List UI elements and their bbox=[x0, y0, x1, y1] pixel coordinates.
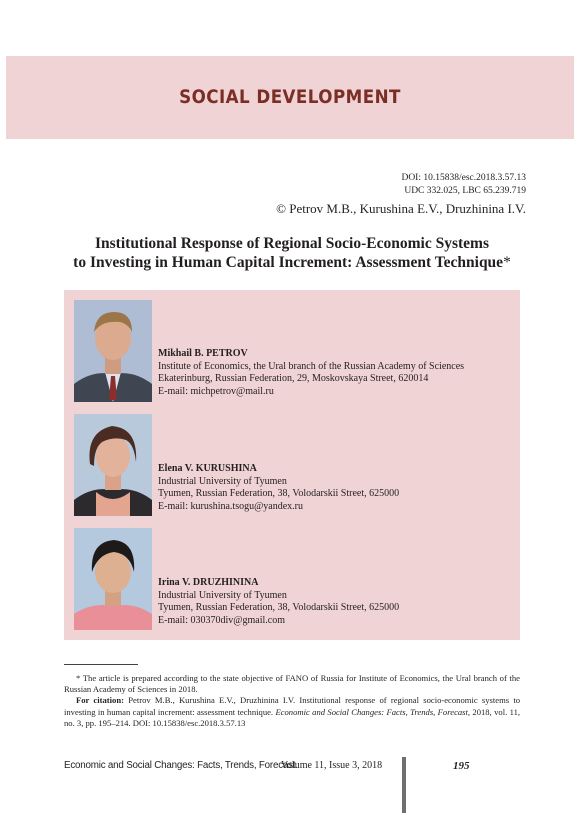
authors-box bbox=[64, 290, 520, 640]
author-email: E-mail: 030370div@gmail.com bbox=[158, 614, 285, 626]
author-photo-petrov bbox=[74, 300, 152, 402]
citation-note bbox=[64, 695, 520, 729]
author-affiliation: Institute of Economics, the Ural branch of the Russian Academy of Sciences bbox=[158, 360, 465, 372]
footer-divider-bar bbox=[402, 757, 406, 813]
udc-line: UDC 332.025, LBC 65.239.719 bbox=[404, 186, 526, 196]
footer-volume: Volume 11, Issue 3, 2018 bbox=[281, 760, 383, 771]
author-name: Irina V. DRUZHININA bbox=[158, 577, 259, 588]
page-number: 195 bbox=[453, 760, 470, 772]
article-title bbox=[50, 234, 534, 272]
citation-label: For citation: bbox=[76, 695, 124, 706]
author-address: Tyumen, Russian Federation, 38, Volodarskii Street, 625000 bbox=[158, 602, 400, 613]
author-info-1 bbox=[158, 348, 464, 398]
footnote-divider bbox=[64, 664, 138, 665]
author-name: Elena V. KURUSHINA bbox=[158, 463, 257, 474]
citation-tail: , 2018, vol. 11, no. 3, pp. 195–214. DOI: 10.15838/esc.2018.3.57.13 bbox=[64, 706, 521, 728]
citation-journal: Economic and Social Changes: Facts, Trends, Forecast bbox=[275, 706, 468, 717]
author-photo-kurushina bbox=[74, 414, 152, 516]
footnote bbox=[64, 673, 520, 729]
title-asterisk: * bbox=[503, 254, 511, 271]
article-title-line-2 bbox=[50, 253, 534, 272]
author-info-2 bbox=[158, 463, 399, 513]
funding-note: * The article is prepared according to the state objective of FANO of Russia for Institute of Economics, the Ural branch of the Russian Academy of Sciences in 2018. bbox=[64, 673, 520, 695]
author-address: Tyumen, Russian Federation, 38, Volodarskii Street, 625000 bbox=[158, 488, 400, 499]
article-title-line-2-text: to Investing in Human Capital Increment: Assessment Technique bbox=[73, 254, 504, 271]
author-name: Mikhail B. PETROV bbox=[158, 348, 248, 359]
author-affiliation: Industrial University of Tyumen bbox=[158, 475, 287, 487]
author-address: Ekaterinburg, Russian Federation, 29, Moskovskaya Street, 620014 bbox=[158, 373, 429, 384]
author-photo-druzhinina bbox=[74, 528, 152, 630]
author-info-3 bbox=[158, 577, 399, 627]
footer-journal: Economic and Social Changes: Facts, Trends, Forecast bbox=[64, 760, 296, 771]
article-title-line-1: Institutional Response of Regional Socio-Economic Systems bbox=[95, 235, 489, 252]
author-affiliation: Industrial University of Tyumen bbox=[158, 589, 287, 601]
citation-text: Petrov M.B., Kurushina E.V., Druzhinina I.V. Institutional response of regional socio-economic systems to investing in human capital increment: assessment technique. bbox=[64, 695, 521, 717]
doi-line: DOI: 10.15838/esc.2018.3.57.13 bbox=[401, 173, 526, 183]
copyright-line: © Petrov M.B., Kurushina E.V., Druzhinina I.V. bbox=[276, 201, 526, 216]
author-email: E-mail: kurushina.tsogu@yandex.ru bbox=[158, 500, 304, 512]
section-title: SOCIAL DEVELOPMENT bbox=[179, 86, 401, 108]
author-email: E-mail: michpetrov@mail.ru bbox=[158, 385, 274, 397]
